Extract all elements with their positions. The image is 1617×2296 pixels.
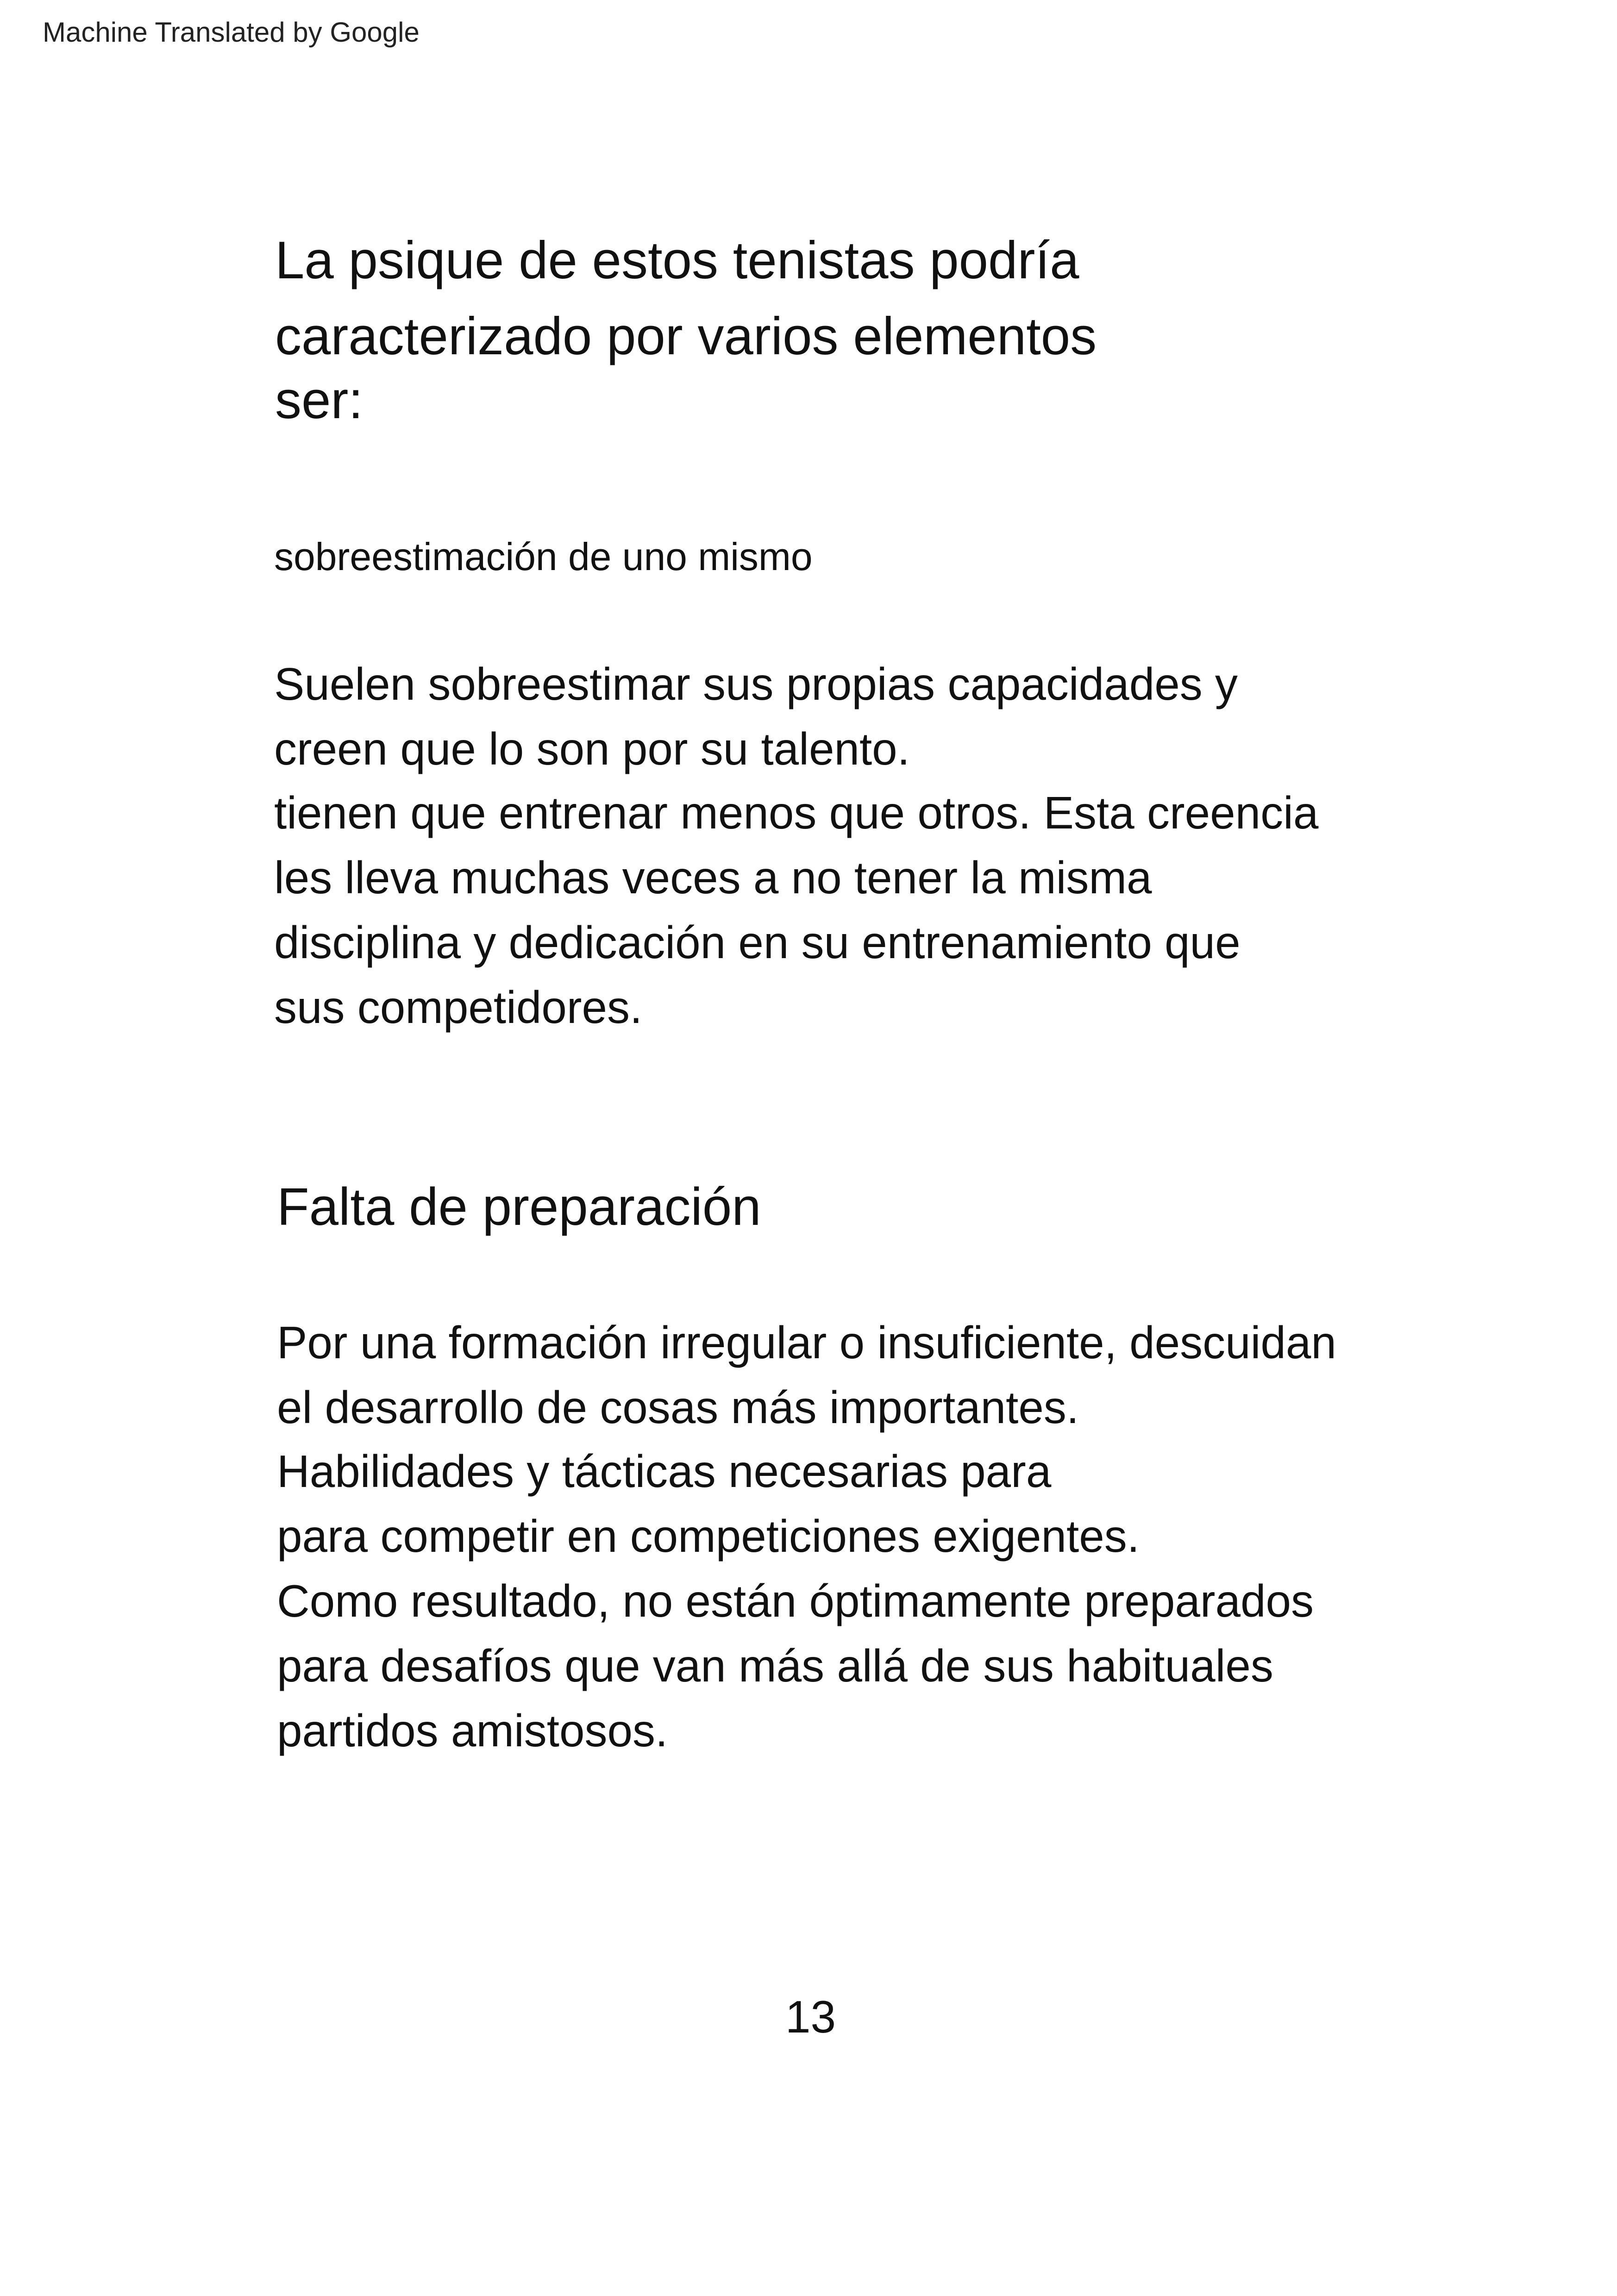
paragraph-line: para desafíos que van más allá de sus habituales xyxy=(277,1640,1273,1691)
intro-line: La psique de estos tenistas podría xyxy=(275,231,1079,290)
paragraph-line: Como resultado, no están óptimamente preparados xyxy=(277,1575,1314,1626)
machine-translation-notice: Machine Translated by Google xyxy=(43,17,420,48)
section-title-overestimation: sobreestimación de uno mismo xyxy=(274,535,813,578)
paragraph-line: disciplina y dedicación en su entrenamiento que xyxy=(274,917,1241,968)
paragraph-line: el desarrollo de cosas más importantes. xyxy=(277,1382,1079,1433)
paragraph-line: les lleva muchas veces a no tener la misma xyxy=(274,852,1152,903)
paragraph-line: Habilidades y tácticas necesarias para xyxy=(277,1446,1052,1497)
paragraph-line: para competir en competiciones exigentes. xyxy=(277,1511,1140,1562)
paragraph-line: Por una formación irregular o insuficiente, descuidan xyxy=(277,1317,1336,1368)
paragraph-line: partidos amistosos. xyxy=(277,1705,668,1756)
paragraph-line: tienen que entrenar menos que otros. Esta creencia xyxy=(274,787,1319,838)
intro-line: caracterizado por varios elementos xyxy=(275,307,1097,366)
paragraph-line: sus competidores. xyxy=(274,982,643,1033)
paragraph-line: creen que lo son por su talento. xyxy=(274,723,910,774)
section-title-lack-of-preparation: Falta de preparación xyxy=(277,1178,761,1236)
page-number: 13 xyxy=(785,1991,836,2042)
paragraph-line: Suelen sobreestimar sus propias capacidades y xyxy=(274,659,1238,709)
intro-line: ser: xyxy=(275,371,364,430)
